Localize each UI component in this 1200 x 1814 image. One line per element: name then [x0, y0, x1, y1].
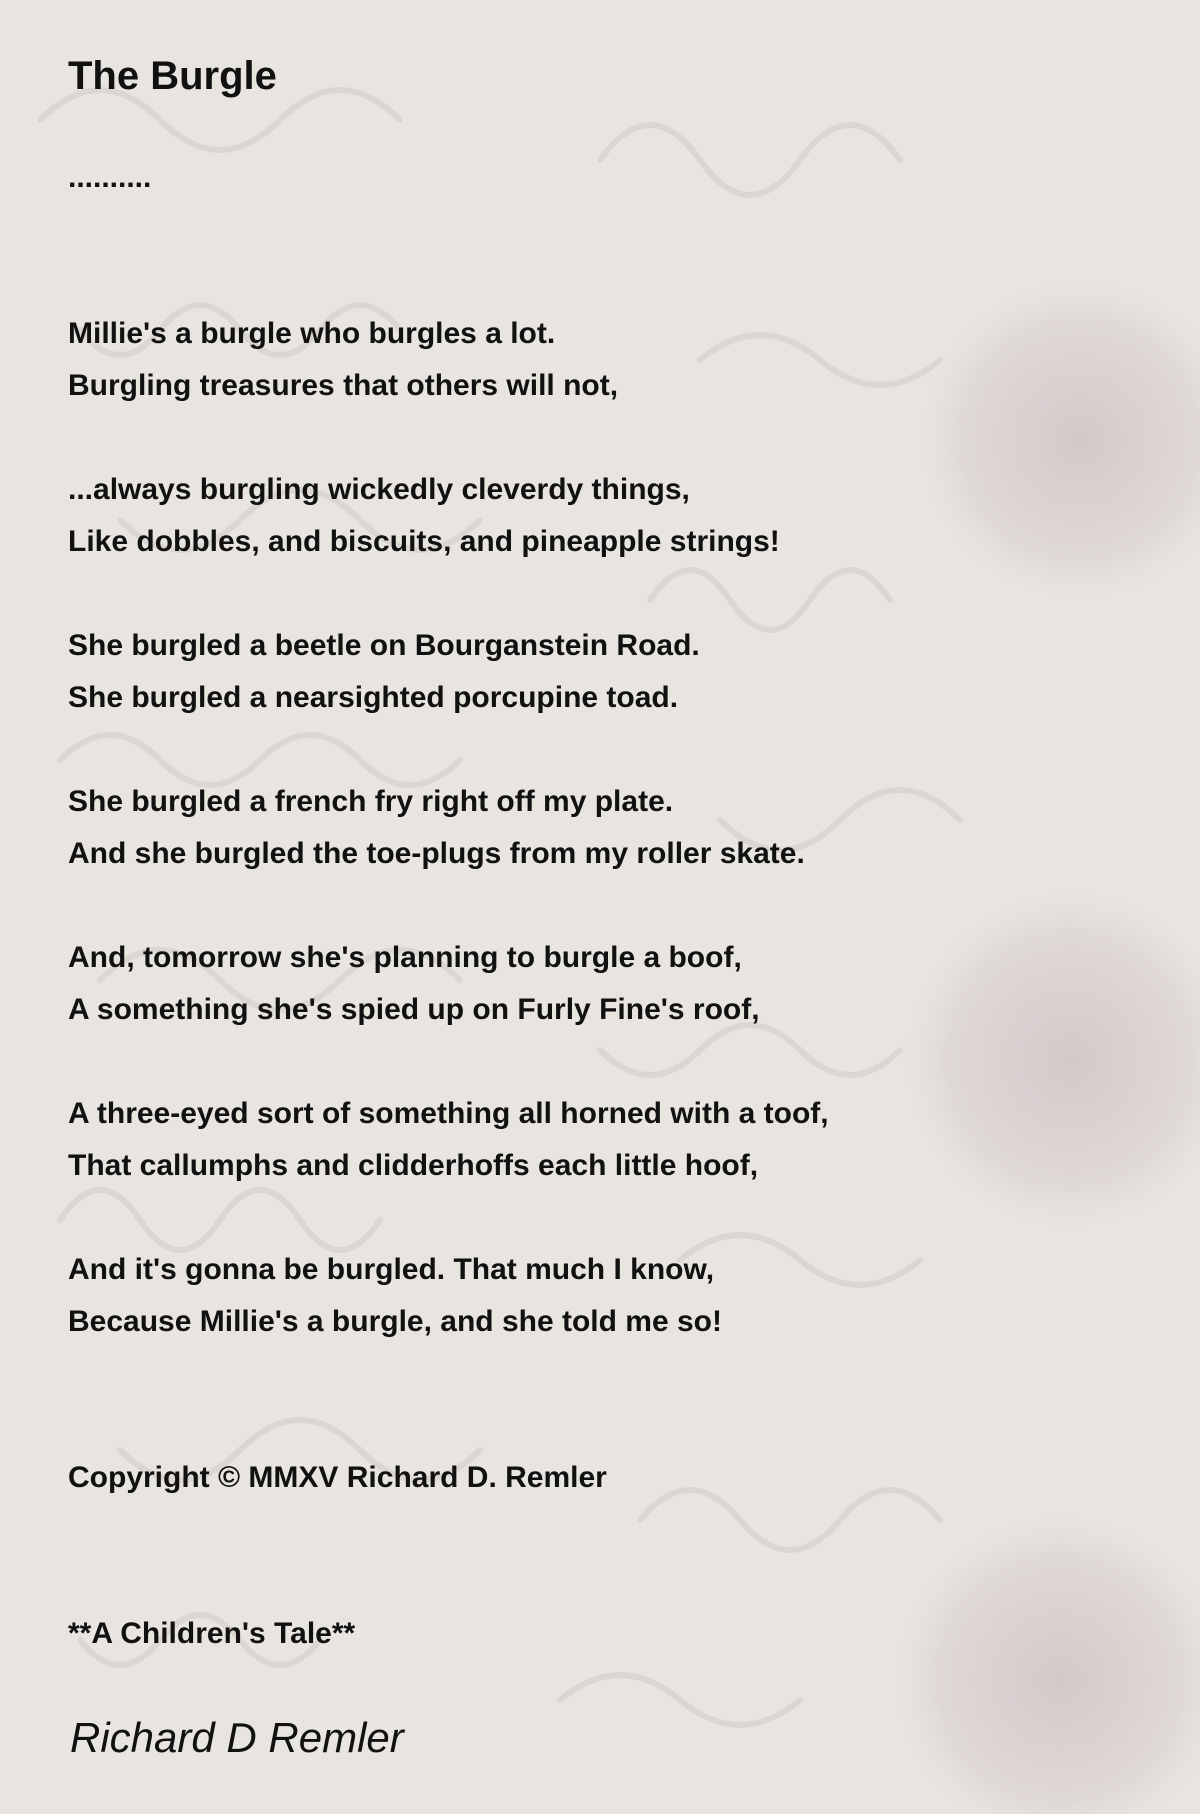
poem-title: The Burgle [68, 54, 277, 98]
poem-author: Richard D Remler [70, 1714, 404, 1761]
poem-body: .......... Millie's a burgle who burgles a lot. Burgling treasures that others will not, ...always burgling wickedly cleverdy things, Like dobbles, and biscuits, and pineapple strings! She burgled a beetle on Bourganstein Road. She burgled a nearsighted porcupine toad. She burgled a french fry right off my plate. And she burgled the toe-plugs from my roller skate. And, tomorrow she's planning to burgle a boof, A something she's spied up on Furly Fine's roof, A three-eyed sort of something all horned with a toof, That callumphs and clidderhoffs each little hoof, And it's gonna be burgled. That much I know, Because Millie's a burgle, and she told me so! Copyright © MMXV Richard D. Remler **A Children's Tale** [68, 161, 829, 1650]
